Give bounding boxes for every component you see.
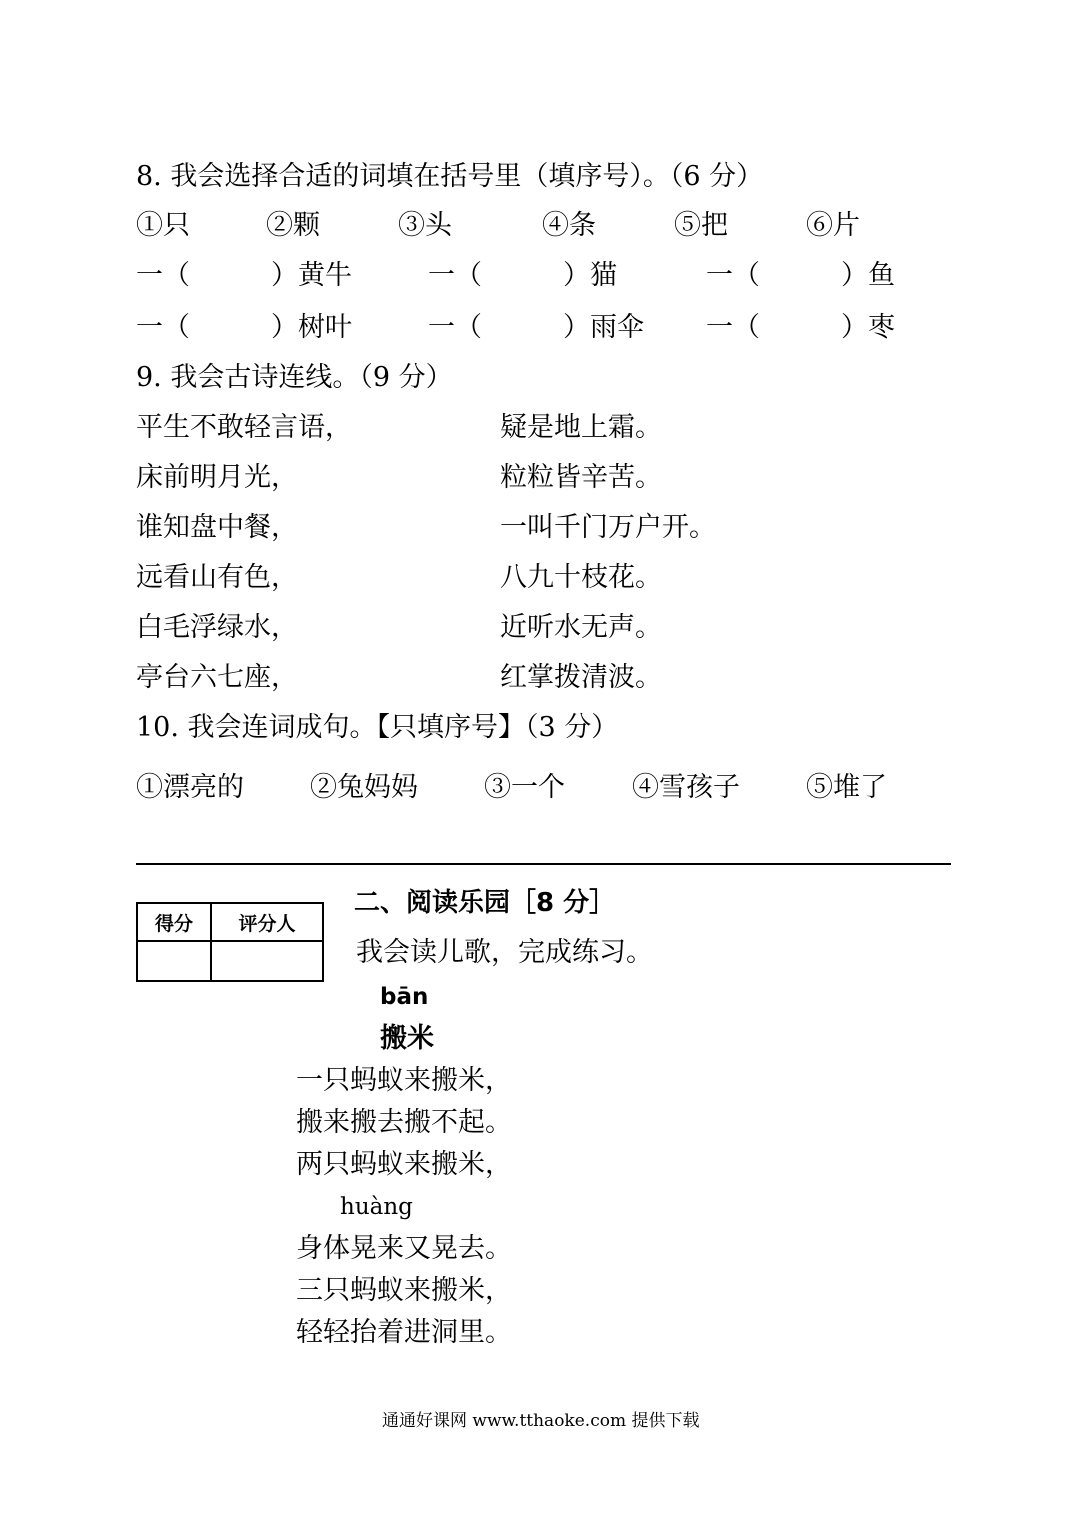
score-label: 得分 [137, 903, 211, 941]
q8-blank-4[interactable]: 一（ ）树叶 [136, 312, 352, 343]
q9-left-line[interactable]: 远看山有色， [136, 562, 298, 593]
q8-blank-1[interactable]: 一（ ）黄牛 [136, 260, 352, 291]
q8-option-1: ①只 [136, 210, 190, 241]
grader-label: 评分人 [211, 903, 323, 941]
poem-line: 搬来搬去搬不起。 [296, 1107, 512, 1138]
q10-option-2: ②兔妈妈 [310, 772, 418, 803]
poem-line: 两只蚂蚁来搬米， [296, 1149, 512, 1180]
q9-left-line[interactable]: 平生不敢轻言语， [136, 412, 352, 443]
q10-option-1: ①漂亮的 [136, 772, 244, 803]
page-footer: 通通好课网 www.tthaoke.com 提供下载 [382, 1411, 700, 1431]
grader-cell[interactable] [211, 941, 323, 981]
q10-option-3: ③一个 [484, 772, 565, 803]
q9-left-line[interactable]: 床前明月光， [136, 462, 298, 493]
poem-title: 搬米 [380, 1023, 434, 1054]
q9-left-line[interactable]: 白毛浮绿水， [136, 612, 298, 643]
score-table [136, 902, 324, 982]
section2-heading: 二、阅读乐园［8 分］ [354, 888, 616, 918]
poem-line: 轻轻抬着进洞里。 [296, 1317, 512, 1348]
q8-title: 8. 我会选择合适的词填在括号里（填序号）。（6 分） [136, 161, 764, 192]
q10-option-5: ⑤堆了 [806, 772, 887, 803]
q8-blank-6[interactable]: 一（ ）枣 [706, 312, 895, 343]
pinyin-hint: huàng [340, 1194, 413, 1220]
section-divider [136, 863, 951, 865]
q9-title: 9. 我会古诗连线。（9 分） [136, 362, 453, 393]
q9-right-line[interactable]: 八九十枝花。 [500, 562, 662, 593]
q9-left-line[interactable]: 亭台六七座， [136, 662, 298, 693]
poem-line: 三只蚂蚁来搬米， [296, 1275, 512, 1306]
q9-left-line[interactable]: 谁知盘中餐， [136, 512, 298, 543]
q9-right-line[interactable]: 红掌拨清波。 [500, 662, 662, 693]
q10-option-4: ④雪孩子 [632, 772, 740, 803]
q8-blank-2[interactable]: 一（ ）猫 [428, 260, 617, 291]
q9-right-line[interactable]: 疑是地上霜。 [500, 412, 662, 443]
q8-option-3: ③头 [398, 210, 452, 241]
q8-blank-3[interactable]: 一（ ）鱼 [706, 260, 895, 291]
poem-line: 身体晃来又晃去。 [296, 1233, 512, 1264]
q8-option-6: ⑥片 [806, 210, 860, 241]
q9-right-line[interactable]: 一叫千门万户开。 [500, 512, 716, 543]
section2-instruction: 我会读儿歌，完成练习。 [356, 937, 653, 968]
q8-option-5: ⑤把 [674, 210, 728, 241]
q9-right-line[interactable]: 粒粒皆辛苦。 [500, 462, 662, 493]
score-cell[interactable] [137, 941, 211, 981]
q10-title: 10. 我会连词成句。【只填序号】（3 分） [136, 712, 619, 743]
q8-option-2: ②颗 [266, 210, 320, 241]
q8-blank-5[interactable]: 一（ ）雨伞 [428, 312, 644, 343]
q9-right-line[interactable]: 近听水无声。 [500, 612, 662, 643]
poem-line: 一只蚂蚁来搬米， [296, 1065, 512, 1096]
poem-title-pinyin: bān [380, 984, 429, 1010]
q8-option-4: ④条 [542, 210, 596, 241]
